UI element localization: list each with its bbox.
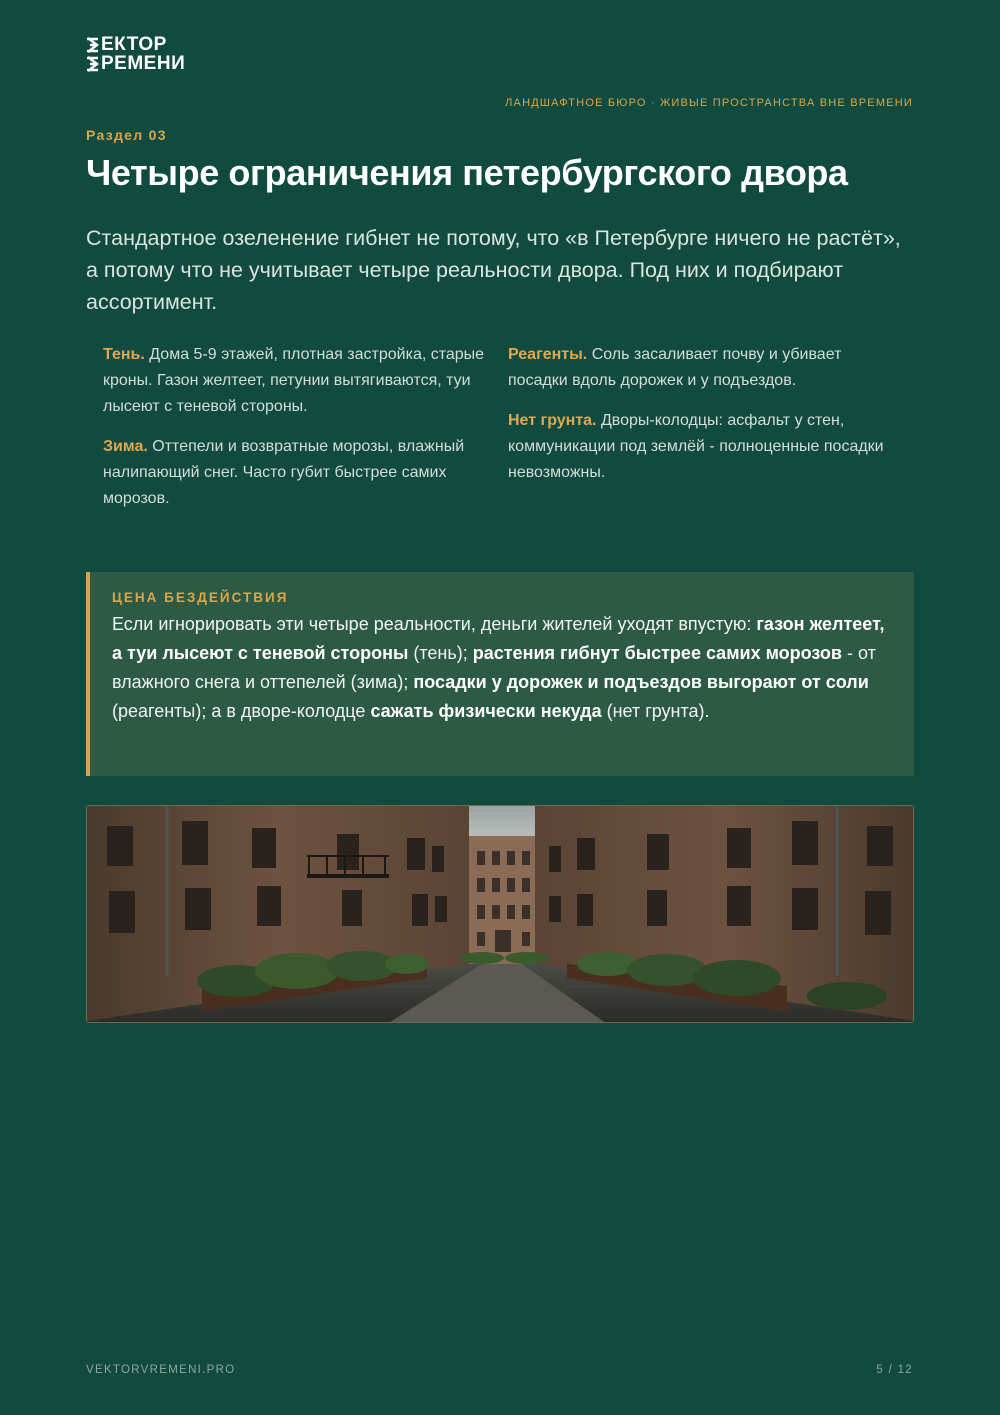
constraint-winter — [103, 434, 508, 512]
callout-bold-no-soil: сажать физически некуда — [370, 701, 602, 721]
constraint-no-soil — [508, 408, 913, 486]
constraint-heading: Тень. — [103, 346, 145, 363]
logo-arrow-icon — [86, 56, 100, 72]
constraint-heading: Зима. — [103, 438, 148, 455]
page-title: Четыре ограничения петербургского двора — [86, 152, 848, 193]
brand-logo-line-2 — [86, 54, 185, 73]
callout-bold-winter: растения гибнут быстрее самих морозов — [472, 643, 842, 663]
lead-paragraph: Стандартное озеленение гибнет не потому, что «в Петербурге ничего не растёт», а потому что не учитывает четыре реальности двора. Под них и подбирают ассортимент. — [86, 226, 901, 314]
constraint-text: Соль засаливает почву и убивает посадки вдоль дорожек и у подъездов. — [508, 346, 842, 389]
constraint-heading: Реагенты. — [508, 346, 588, 363]
brand-logo — [86, 35, 185, 73]
logo-arrow-icon — [86, 37, 100, 53]
callout-text-part: - от влажного снега и оттепелей (зима); — [112, 643, 876, 692]
callout-text-part: Если игнорировать эти четыре реальности, деньги жителей уходят впустую: — [112, 614, 757, 634]
callout-bold-shade: газон желтеет, а туи лысеют с теневой стороны — [112, 614, 885, 663]
footer-page-number: 5 / 12 — [876, 1364, 913, 1376]
courtyard-photo — [86, 805, 914, 1023]
callout-text-part: (нет грунта). — [601, 701, 710, 721]
brand-name-line-1: ЕКТОР — [101, 34, 167, 55]
constraints-column-right — [508, 342, 913, 526]
courtyard-illustration — [87, 806, 914, 1023]
constraints-column-left — [103, 342, 508, 526]
section-label: Раздел 03 — [86, 127, 167, 143]
callout-text — [112, 610, 892, 726]
constraint-text: Оттепели и возвратные морозы, влажный налипающий снег. Часто губит быстрее самих морозов. — [103, 438, 465, 507]
constraint-heading: Нет грунта. — [508, 412, 597, 429]
callout-text-part: (тень); — [408, 643, 473, 663]
constraint-text: Дома 5-9 этажей, плотная застройка, старые кроны. Газон желтеет, петунии вытягиваются, туи лысеют с теневой стороны. — [103, 346, 485, 415]
callout-label: ЦЕНА БЕЗДЕЙСТВИЯ — [112, 590, 289, 605]
header-tagline: ЛАНДШАФТНОЕ БЮРО · ЖИВЫЕ ПРОСТРАНСТВА ВНЕ ВРЕМЕНИ — [505, 97, 913, 109]
callout-text-part: (реагенты); а в дворе-колодце — [112, 701, 371, 721]
brand-logo-line-1 — [86, 35, 185, 54]
constraint-reagents — [508, 342, 913, 394]
constraint-shade — [103, 342, 508, 420]
footer-website: VEKTORVREMENI.PRO — [86, 1364, 236, 1376]
cost-of-inaction-callout — [86, 572, 914, 776]
constraint-text: Дворы-колодцы: асфальт у стен, коммуникации под землёй - полноценные посадки невозможны. — [508, 412, 884, 481]
constraints-grid — [103, 342, 914, 526]
brand-name-line-2: РЕМЕНИ — [101, 53, 186, 74]
callout-bold-reagents: посадки у дорожек и подъездов выгорают от соли — [413, 672, 869, 692]
